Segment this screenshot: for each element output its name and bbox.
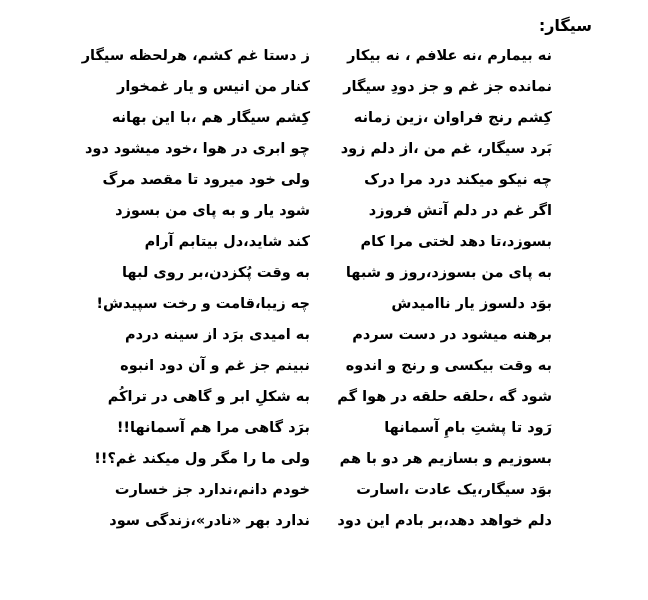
poem-title: سیگار: — [538, 16, 592, 35]
hemistich-second: به وقت پُکزدن،بر روی لبها — [121, 265, 310, 281]
hemistich-first: بوَد سیگار،یک عادت ،اسارت — [356, 482, 552, 498]
hemistich-first: بوَد دلسوز یار ناامیدش — [391, 296, 552, 312]
couplet — [0, 326, 648, 357]
poem-verses — [0, 47, 648, 543]
couplet — [0, 419, 648, 450]
couplet — [0, 233, 648, 264]
hemistich-second: برَد گاهی مرا هم آسمانها!! — [116, 420, 310, 436]
hemistich-second: چو ابری در هوا ،خود میشود دود — [84, 141, 310, 157]
hemistich-second: شود یار و به پای من بسوزد — [115, 203, 310, 219]
hemistich-second: چه زیبا،قامت و رخت سپیدش! — [96, 296, 310, 312]
hemistich-first: دلم خواهد دهد،بر بادم این دود — [337, 513, 552, 529]
hemistich-second: ولی ما را مگر ول میکند غم؟!! — [94, 451, 310, 467]
couplet — [0, 109, 648, 140]
hemistich-first: شود گه ،حلقه حلقه در هوا گم — [337, 389, 552, 405]
hemistich-first: کِشم رنج فراوان ،زین زمانه — [353, 110, 552, 126]
couplet — [0, 78, 648, 109]
hemistich-second: خودم دانم،ندارد جز خسارت — [114, 482, 310, 498]
hemistich-first: بسوزیم و بسازیم هر دو با هم — [339, 451, 552, 467]
hemistich-first: به پای من بسوزد،روز و شبها — [345, 265, 552, 281]
hemistich-first: اگر غم در دلم آتش فروزد — [368, 203, 552, 219]
hemistich-second: کِشم سیگار هم ،با این بهانه — [111, 110, 310, 126]
couplet — [0, 357, 648, 388]
couplet — [0, 295, 648, 326]
couplet — [0, 264, 648, 295]
couplet — [0, 481, 648, 512]
hemistich-first: به وقت بیکسی و رنج و اندوه — [345, 358, 552, 374]
hemistich-first: برهنه میشود در دست سردم — [352, 327, 552, 343]
hemistich-second: ندارد بهر «نادر»،زندگی سود — [109, 513, 310, 529]
couplet — [0, 171, 648, 202]
couplet — [0, 140, 648, 171]
hemistich-first: نه بیمارم ،نه علافم ، نه بیکار — [347, 48, 552, 64]
hemistich-second: کنار من انیس و یار غمخوار — [117, 79, 310, 95]
hemistich-second: کند شاید،دل بیتابم آرام — [144, 234, 310, 250]
hemistich-second: به شکلِ ابر و گاهی در تراکُم — [107, 389, 310, 405]
hemistich-first: بسوزد،تا دهد لختی مرا کام — [360, 234, 552, 250]
couplet — [0, 450, 648, 481]
hemistich-second: نبینم جز غم و آن دود انبوه — [120, 358, 310, 374]
couplet — [0, 388, 648, 419]
couplet — [0, 202, 648, 233]
couplet — [0, 512, 648, 543]
hemistich-second: ز دستا غم کشم، هرلحظه سیگار — [81, 48, 310, 64]
hemistich-second: ولی خود میرود تا مقصد مرگ — [102, 172, 310, 188]
hemistich-first: چه نیکو میکند درد مرا درک — [364, 172, 552, 188]
hemistich-first: نمانده جز غم و جز دودِ سیگار — [343, 79, 552, 95]
hemistich-first: بَرد سیگار، غم من ،از دلم زود — [340, 141, 552, 157]
couplet — [0, 47, 648, 78]
hemistich-second: به امیدی برَد از سینه دردم — [125, 327, 310, 343]
hemistich-first: رَود تا پشتِ بامِ آسمانها — [384, 420, 552, 436]
